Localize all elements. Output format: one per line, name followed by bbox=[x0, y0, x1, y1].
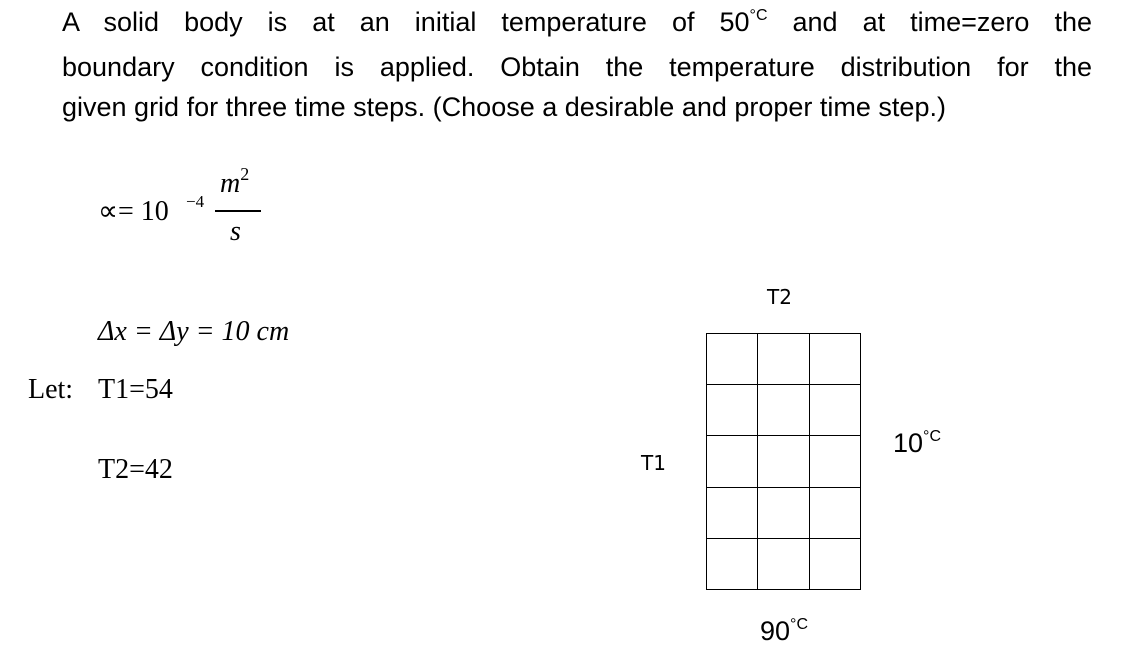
alpha-equation bbox=[98, 164, 298, 258]
bottom-temp-value: 90 bbox=[760, 616, 791, 646]
fraction-bar bbox=[215, 210, 261, 212]
problem-line-3: given grid for three time steps. (Choose a desirable and proper time step.) bbox=[62, 92, 946, 122]
alpha-lhs: ∝= 10 bbox=[98, 196, 169, 227]
problem-statement bbox=[62, 2, 1092, 127]
problem-line-1 bbox=[62, 2, 1092, 47]
grid-cell bbox=[758, 488, 809, 539]
grid-cell bbox=[810, 334, 861, 385]
right-temp-unit: °C bbox=[923, 428, 941, 445]
alpha-numerator bbox=[220, 164, 250, 200]
grid-cell bbox=[758, 334, 809, 385]
grid-left-label: T1 bbox=[641, 451, 666, 475]
grid-spacing-equation: Δx = Δy = 10 cm bbox=[98, 316, 290, 347]
t2-value: T2=42 bbox=[98, 454, 173, 485]
grid-cell bbox=[758, 385, 809, 436]
alpha-numerator-unit: m bbox=[220, 168, 241, 199]
grid-cell bbox=[810, 436, 861, 487]
grid-cell bbox=[810, 539, 861, 590]
alpha-exponent: −4 bbox=[186, 192, 205, 211]
grid-cell bbox=[707, 385, 758, 436]
alpha-numerator-power: 2 bbox=[240, 164, 250, 184]
problem-text-1a: A solid body is at an initial temperature of 50 bbox=[62, 7, 750, 37]
let-label: Let: bbox=[28, 374, 74, 405]
grid-bottom-temp bbox=[760, 616, 808, 647]
initial-temp-unit: °C bbox=[749, 7, 768, 24]
grid-cell bbox=[758, 539, 809, 590]
alpha-denominator: s bbox=[230, 216, 241, 247]
problem-line-2: boundary condition is applied. Obtain the temperature distribution for the bbox=[62, 52, 1092, 82]
grid-cell bbox=[707, 539, 758, 590]
t1-value: T1=54 bbox=[98, 374, 173, 405]
grid-cell bbox=[707, 488, 758, 539]
grid-top-label: T2 bbox=[767, 285, 792, 309]
grid-cell bbox=[810, 488, 861, 539]
grid-cell bbox=[810, 385, 861, 436]
grid-right-temp bbox=[893, 428, 941, 459]
problem-text-1b: and at time=zero the bbox=[767, 7, 1093, 37]
computation-grid bbox=[706, 333, 861, 590]
right-temp-value: 10 bbox=[893, 428, 924, 458]
grid-cell bbox=[758, 436, 809, 487]
bottom-temp-unit: °C bbox=[790, 616, 808, 633]
grid-cell bbox=[707, 436, 758, 487]
grid-cell bbox=[707, 334, 758, 385]
